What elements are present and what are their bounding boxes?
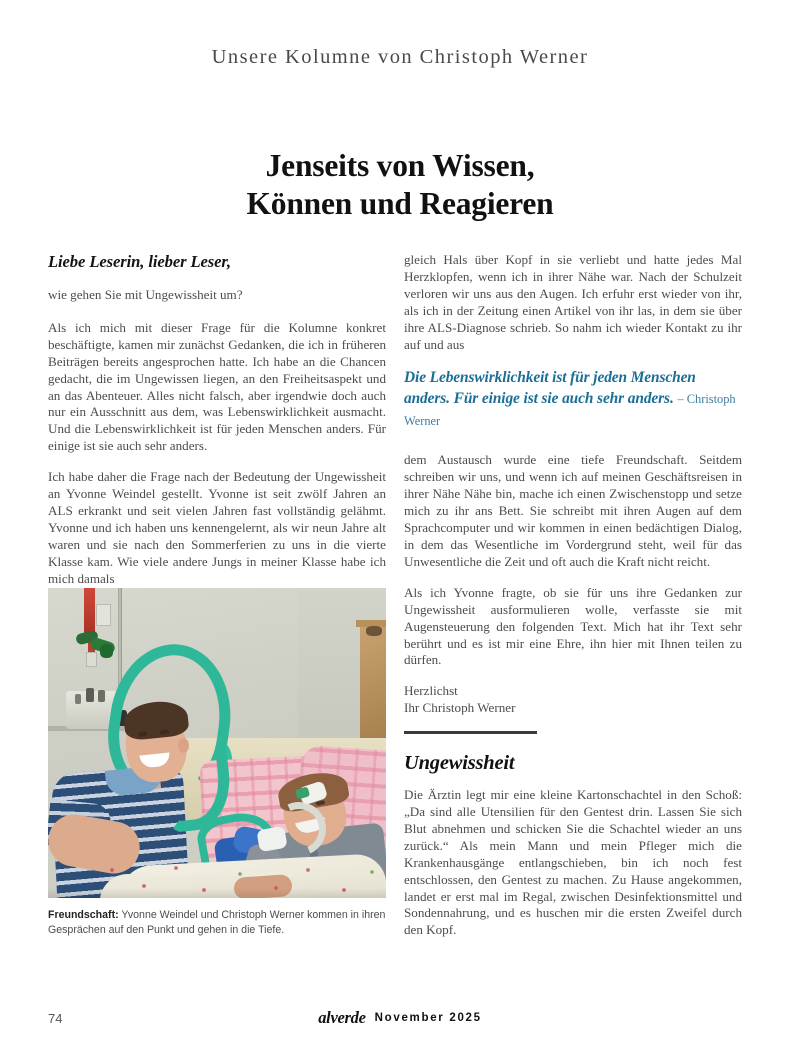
- section-subhead: Ungewissheit: [404, 752, 515, 775]
- photo-caption-text: Yvonne Weindel und Christoph Werner kommen in ihren Gesprächen auf den Punkt und gehen in die Tiefe.: [48, 909, 386, 936]
- photo-friendship: [48, 588, 386, 898]
- photo-green-valve-3: [100, 644, 113, 658]
- headline-line-2: Können und Reagieren: [246, 186, 554, 222]
- photo-caption-label: Freundschaft:: [48, 909, 119, 921]
- right-paragraph-3: Als ich Yvonne fragte, ob sie für uns ihre Gedanken zur Ungewissheit ausformulieren wolle, verfasste sie mit Augensteuerung den folgenden Text. Mich hat ihr Text sehr berührt und es ist mir eine Ehre, ihn hier mit Ihnen teilen zu dürfen.: [404, 584, 742, 668]
- right-paragraph-2: dem Austausch wurde eine tiefe Freundschaft. Seitdem schreiben wir uns, und wenn ich auf meinen Geschäftsreisen in ihrer Nähe Nähe bin, mache ich einen Zwischenstopp und setze mich zu ihr ans Bett. Sie schreibt mit ihren Augen auf dem Sprachcomputer und wir kommen in einen bedächtigen Dialog, in dem das Wesentliche im Vordergrund steht, weil für das Unwesentliche die Zeit und oft auch die Kraft nicht reicht.: [404, 452, 742, 569]
- left-paragraph-2: Ich habe daher die Frage nach der Bedeutung der Ungewissheit an Yvonne Weindel gestellt. Yvonne ist seit zwölf Jahren an ALS erkrankt und seit vielen Jahren fast vollständig gelähmt. Yvonne und ich haben uns kennengelernt, als wir neun Jahre alt waren und sie nach den Sommerferien zu uns in die vierte Klasse kam. Wie viele andere Jungs in meiner Klasse habe ich mich damals: [48, 469, 386, 586]
- lead-question: wie gehen Sie mit Ungewissheit um?: [48, 287, 243, 302]
- right-paragraph-4: Die Ärztin legt mir eine kleine Kartonschachtel in den Schoß: „Da sind alle Utensilien für den Gentest drin. Lassen Sie sich Blut abnehmen und schicken Sie die Schachtel wieder an uns zurück.“ Als mein Mann und mein Pfleger mich die Krankenhausgänge entlangschieben, bin ich noch fest entschlossen, den Gentest zu machen. Zu Hause angekommen, landet er erst mal im Regal, zwischen Desinfektionsmittel und Sondennahrung, und es huschen mir die ersten Zweifel durch den Kopf.: [404, 787, 742, 938]
- signoff: [404, 683, 742, 717]
- photo-bottom-shadow: [48, 888, 386, 898]
- headline-line-1: Jenseits von Wissen,: [265, 148, 535, 184]
- section-divider: [404, 731, 537, 734]
- column-kicker: Unsere Kolumne von Christoph Werner: [211, 46, 589, 68]
- photo-device-knob-1: [86, 688, 94, 702]
- magazine-brand: alverde: [318, 1008, 366, 1027]
- pull-quote-text: Die Lebenswirklichkeit ist für jeden Menschen anders. Für einige ist sie auch sehr anders.: [404, 369, 696, 408]
- left-paragraph-1: Als ich mich mit dieser Frage für die Kolumne konkret beschäftigte, kamen mir zunächst Gedanken, die ich in früheren Beiträgen bereits angesprochen hatte. Ich habe an die Chancen gedacht, die im Ungewissen liegen, an den Freiheitsaspekt und an das Abenteuer. Alles nicht falsch, aber irgendwie doch auch nur ein Ausschnitt aus dem, was Lebenswirklichkeit ausmacht. Und die Lebenswirklichkeit ist für jeden Menschen anders. Für einige ist sie auch sehr anders.: [48, 319, 386, 454]
- photo-device-knob-3: [75, 694, 81, 704]
- page-title: [0, 147, 800, 223]
- right-paragraph-1: gleich Hals über Kopf in sie verliebt und hatte jedes Mal Herzklopfen, wenn ich in ihrer Nähe war. Nach der Schulzeit verloren wir uns aus den Augen. Ich erfuhr erst wieder von ihr, als ich in der Zeitung einen Artikel von ihr las, in dem sie über ihre ALS-Diagnose schrieb. So nahm ich wieder Kontakt zu ihr auf und aus: [404, 252, 742, 352]
- right-column: [404, 252, 742, 939]
- pull-quote: [404, 367, 742, 432]
- left-column: [48, 252, 386, 588]
- article-photo-block: [48, 588, 386, 898]
- photo-wall-outlet: [96, 604, 111, 626]
- page-number: 74: [48, 1011, 63, 1026]
- photo-caption: [48, 908, 388, 937]
- signoff-line-2: Ihr Christoph Werner: [404, 700, 516, 716]
- photo-device-knob-2: [98, 690, 105, 702]
- salutation: Liebe Leserin, lieber Leser,: [48, 252, 231, 271]
- pull-quote-attribution: – Christoph Werner: [404, 392, 736, 429]
- footer-imprint: [0, 1008, 800, 1028]
- issue-date: November 2025: [374, 1012, 482, 1024]
- signoff-line-1: Herzlichst: [404, 683, 458, 699]
- photo-wood-cabinet: [360, 624, 386, 744]
- photo-cabinet-object: [366, 626, 382, 636]
- photo-wall-socket: [86, 652, 97, 667]
